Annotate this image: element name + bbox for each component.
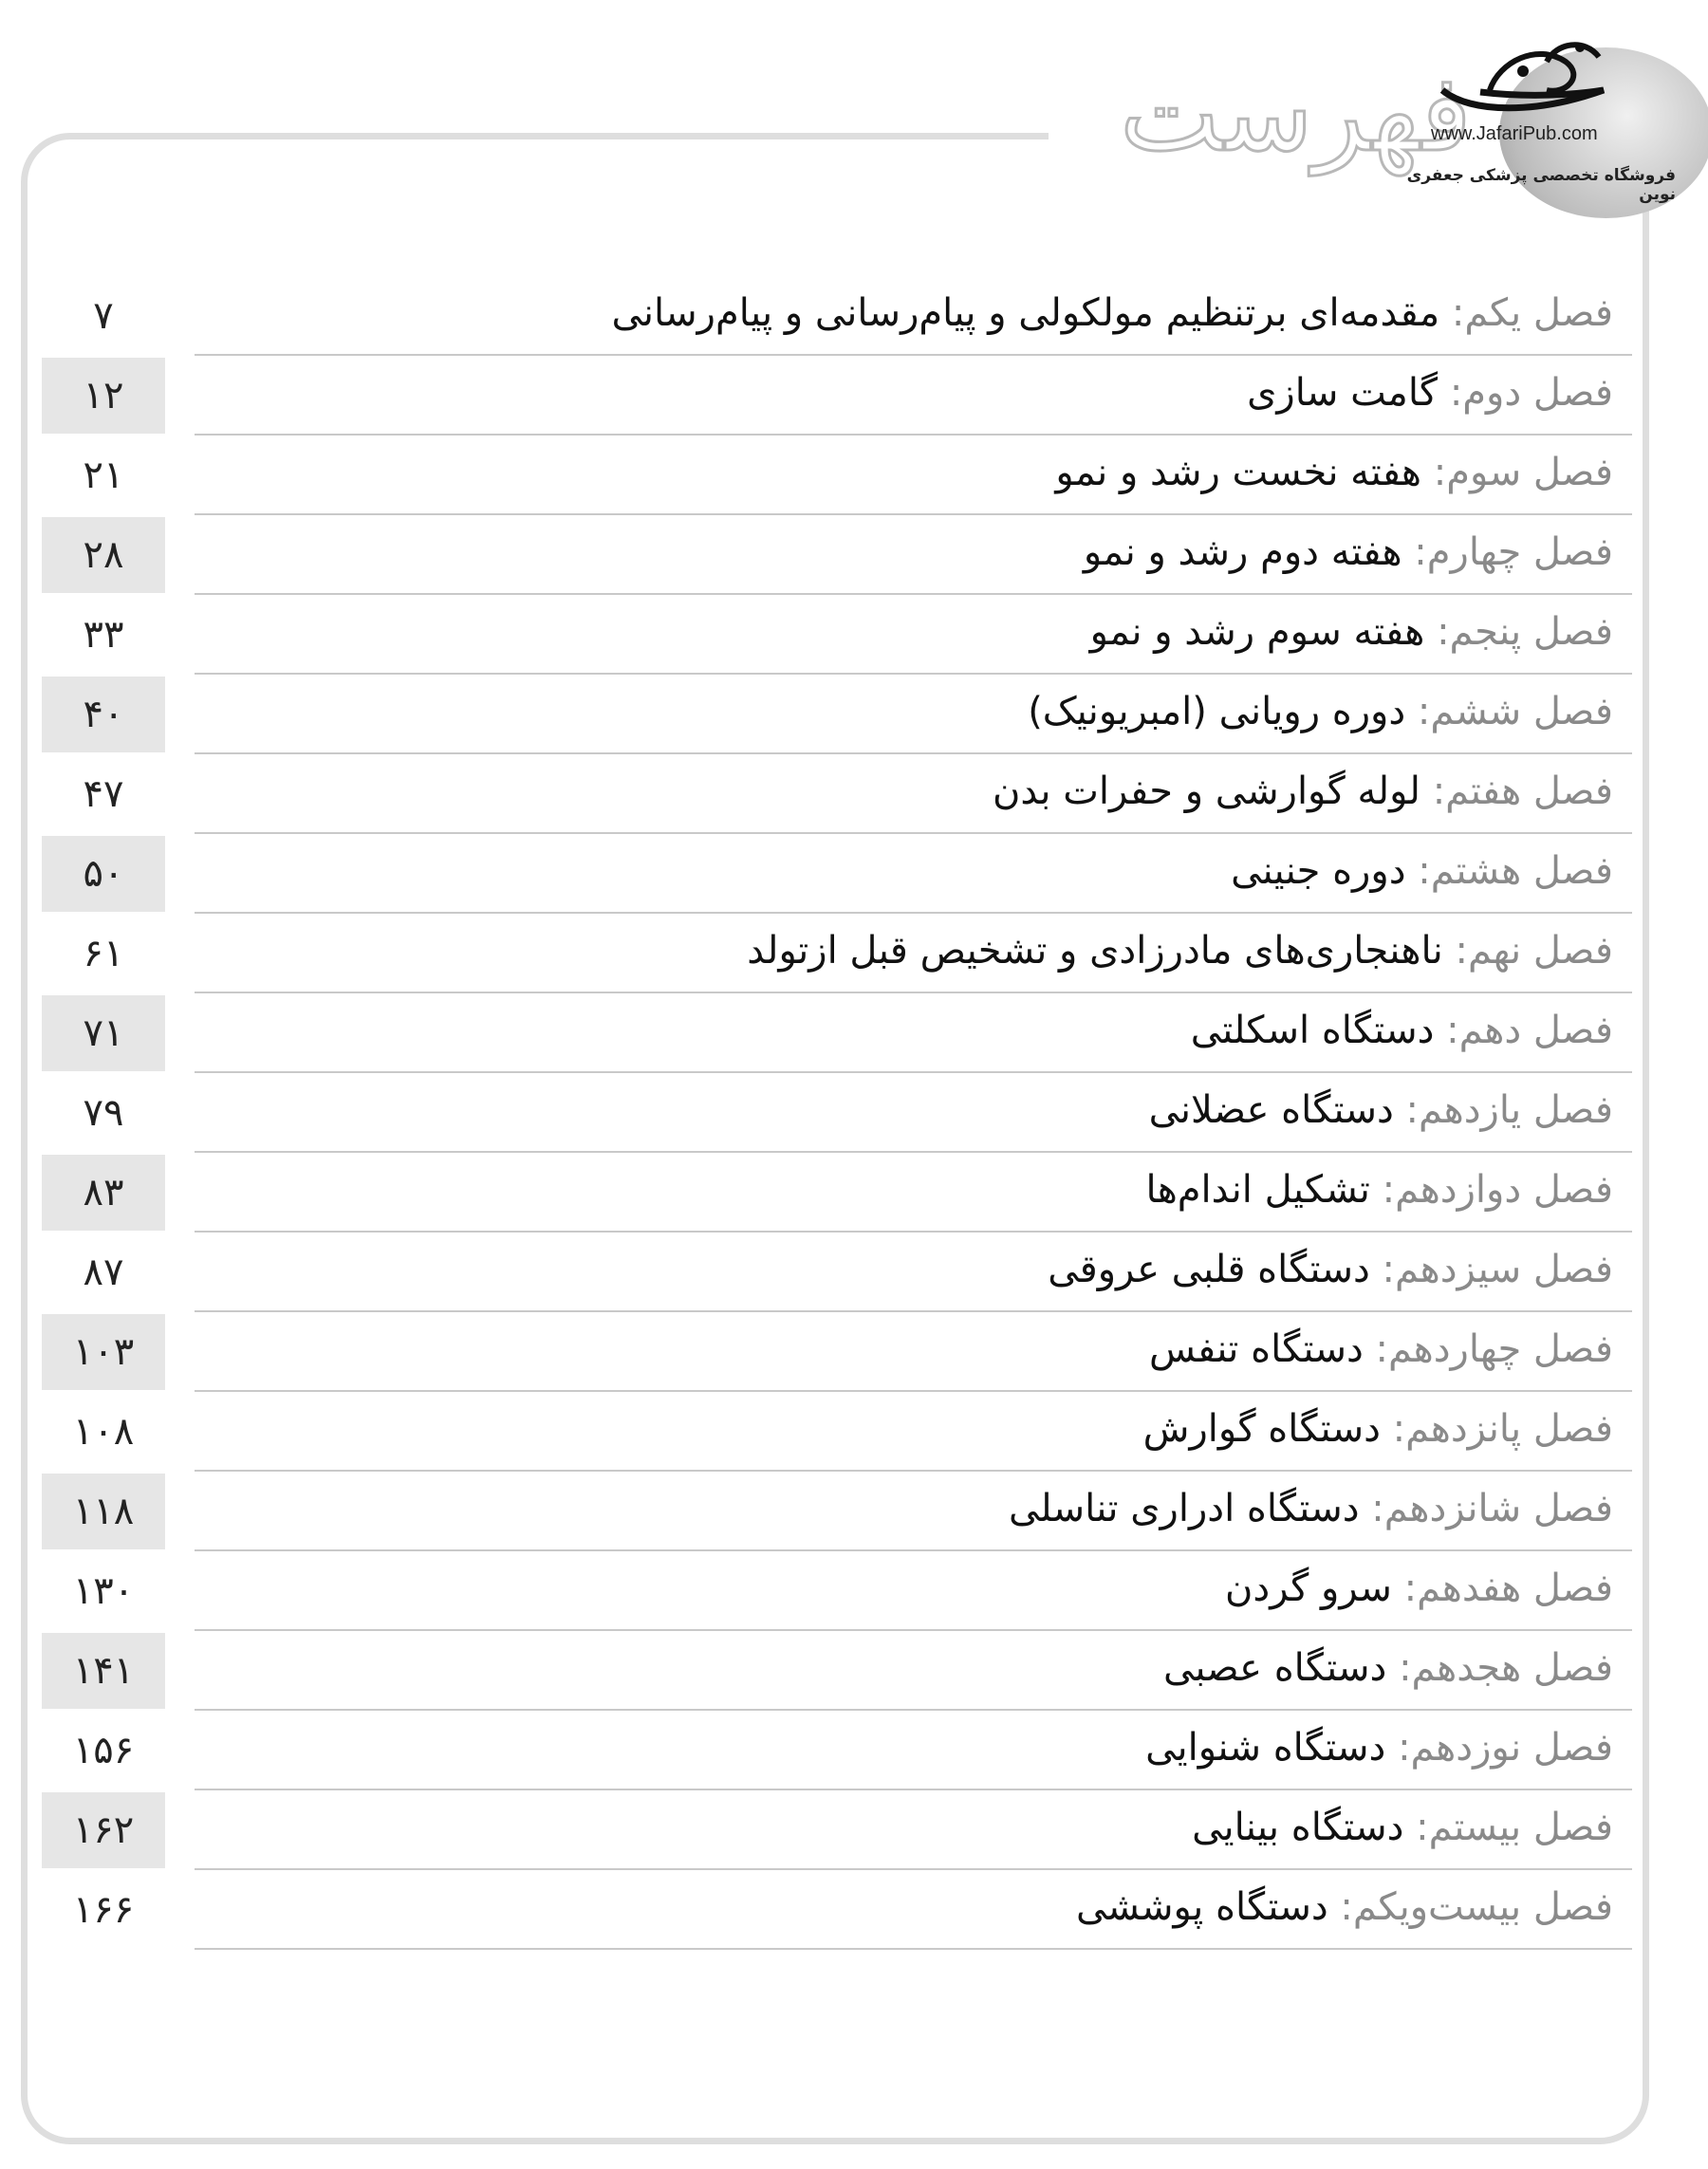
chapter-label: فصل شانزدهم:: [1371, 1487, 1613, 1530]
page-number: ۱۶۶: [72, 1888, 135, 1932]
chapter-label: فصل دوم:: [1449, 371, 1613, 415]
page-title: فهرست: [1120, 52, 1472, 176]
toc-entry: [1225, 1557, 1613, 1620]
page-number: ۷۱: [42, 995, 165, 1071]
page-number: ۱۱۸: [42, 1474, 165, 1549]
toc-entry: [612, 282, 1614, 344]
toc-row[interactable]: [0, 595, 1708, 675]
row-divider: [195, 1948, 1632, 1950]
chapter-title: دوره رویانی (امبریونیک): [1028, 690, 1406, 733]
chapter-title: مقدمه‌ای برتنظیم مولکولی و پیام‌رسانی و پیام‌رسانی: [611, 291, 1440, 335]
chapter-title: سرو گردن: [1225, 1566, 1392, 1610]
chapter-title: گامت سازی: [1247, 371, 1439, 415]
chapter-label: فصل هجدهم:: [1399, 1646, 1613, 1690]
page-number: ۱۵۶: [72, 1729, 135, 1772]
chapter-title: هفته دوم رشد و نمو: [1083, 530, 1402, 574]
chapter-title: دستگاه ادراری تناسلی: [1009, 1487, 1360, 1530]
chapter-label: فصل یازدهم:: [1405, 1088, 1613, 1132]
toc-entry: [747, 919, 1613, 982]
chapter-label: فصل بیستم:: [1416, 1806, 1613, 1849]
toc-row[interactable]: [0, 276, 1708, 356]
toc-row[interactable]: [0, 914, 1708, 993]
toc-entry: [1143, 1398, 1613, 1460]
chapter-title: هفته نخست رشد و نمو: [1055, 451, 1422, 494]
toc-row[interactable]: [0, 1153, 1708, 1233]
chapter-label: فصل بیست‌ویکم:: [1340, 1885, 1613, 1929]
chapter-title: ناهنجاری‌های مادرزادی و تشخیص قبل ازتولد: [747, 929, 1443, 973]
toc-row[interactable]: [0, 1551, 1708, 1631]
toc-row[interactable]: [0, 515, 1708, 595]
publisher-logo-icon: [1423, 24, 1642, 128]
toc-entry: [1146, 1159, 1614, 1221]
toc-entry: [1191, 999, 1613, 1062]
toc-row[interactable]: [0, 993, 1708, 1073]
page-number: ۲۱: [83, 454, 124, 497]
chapter-title: دستگاه گوارش: [1142, 1407, 1381, 1451]
chapter-title: دستگاه شنوایی: [1145, 1726, 1386, 1770]
toc-row[interactable]: [0, 834, 1708, 914]
chapter-title: لوله گوارشی و حفرات بدن: [993, 769, 1420, 813]
chapter-label: فصل یکم:: [1451, 291, 1613, 335]
page-number: ۱۶۲: [42, 1792, 165, 1868]
toc-row[interactable]: [0, 1472, 1708, 1551]
toc-row[interactable]: [0, 436, 1708, 515]
chapter-label: فصل هفدهم:: [1403, 1566, 1613, 1610]
toc-row[interactable]: [0, 1631, 1708, 1711]
page-number: ۲۸: [42, 517, 165, 593]
toc-entry: [1192, 1796, 1613, 1859]
chapter-label: فصل نوزدهم:: [1398, 1726, 1613, 1770]
toc-entry: [1145, 1716, 1613, 1779]
publisher-url[interactable]: www.JafariPub.com: [1431, 123, 1598, 144]
page-number: ۷۹: [83, 1091, 124, 1135]
page-number: ۴۰: [42, 677, 165, 752]
chapter-title: دستگاه بینایی: [1192, 1806, 1404, 1849]
toc-entry: [1048, 1238, 1613, 1301]
toc-entry: [1149, 1318, 1613, 1381]
toc-row[interactable]: [0, 1711, 1708, 1790]
chapter-title: دستگاه عضلانی: [1148, 1088, 1394, 1132]
chapter-label: فصل دهم:: [1446, 1009, 1613, 1052]
chapter-label: فصل پنجم:: [1437, 610, 1613, 654]
page-number: ۱۰۸: [72, 1410, 135, 1454]
chapter-label: فصل سوم:: [1433, 451, 1613, 494]
toc-row[interactable]: [0, 1870, 1708, 1950]
chapter-title: هفته سوم رشد و نمو: [1089, 610, 1425, 654]
page-number: ۸۳: [42, 1155, 165, 1231]
toc-row[interactable]: [0, 1312, 1708, 1392]
page-number: ۷: [93, 294, 114, 338]
chapter-title: دستگاه قلبی عروقی: [1048, 1248, 1370, 1291]
chapter-label: فصل چهاردهم:: [1375, 1327, 1613, 1371]
toc-row[interactable]: [0, 1790, 1708, 1870]
toc-row[interactable]: [0, 1073, 1708, 1153]
toc-row[interactable]: [0, 754, 1708, 834]
page-number: ۳۳: [83, 613, 124, 657]
chapter-label: فصل چهارم:: [1414, 530, 1613, 574]
publisher-tagline: فروشگاه تخصصی پزشکی جعفری نوین: [1406, 166, 1676, 204]
chapter-label: فصل هشتم:: [1418, 849, 1613, 893]
chapter-label: فصل نهم:: [1455, 929, 1613, 973]
toc-row[interactable]: [0, 1392, 1708, 1472]
toc-entry: [1247, 362, 1613, 424]
toc-entry: [1084, 521, 1613, 584]
toc-row[interactable]: [0, 356, 1708, 436]
toc-entry: [1055, 441, 1613, 504]
toc-entry: [1090, 601, 1613, 663]
toc-row[interactable]: [0, 1233, 1708, 1312]
chapter-title: دوره جنینی: [1231, 849, 1406, 893]
toc-entry: [993, 760, 1613, 823]
toc-row[interactable]: [0, 675, 1708, 754]
page-number: ۶۱: [83, 932, 124, 975]
page-number: ۱۳۰: [72, 1569, 135, 1613]
toc-entry: [1009, 1477, 1613, 1540]
chapter-label: فصل دوازدهم:: [1382, 1168, 1613, 1212]
chapter-label: فصل پانزدهم:: [1392, 1407, 1613, 1451]
toc-entry: [1163, 1637, 1613, 1699]
page-number: ۱۴۱: [42, 1633, 165, 1709]
page-number: ۱۰۳: [42, 1314, 165, 1390]
chapter-label: فصل سیزدهم:: [1382, 1248, 1613, 1291]
chapter-title: دستگاه تنفس: [1149, 1327, 1364, 1371]
toc-entry: [1076, 1876, 1613, 1938]
page-number: ۵۰: [42, 836, 165, 912]
chapter-title: دستگاه پوششی: [1075, 1885, 1328, 1929]
page-number: ۴۷: [83, 772, 124, 816]
chapter-title: تشکیل اندام‌ها: [1145, 1168, 1370, 1212]
chapter-label: فصل هفتم:: [1432, 769, 1613, 813]
toc-entry: [1231, 840, 1613, 902]
chapter-title: دستگاه عصبی: [1163, 1646, 1387, 1690]
chapter-title: دستگاه اسکلتی: [1190, 1009, 1435, 1052]
page-number: ۱۲: [42, 358, 165, 434]
chapter-label: فصل ششم:: [1417, 690, 1613, 733]
page-number: ۸۷: [83, 1251, 124, 1294]
toc-entry: [1149, 1079, 1613, 1141]
toc-entry: [1028, 680, 1613, 743]
